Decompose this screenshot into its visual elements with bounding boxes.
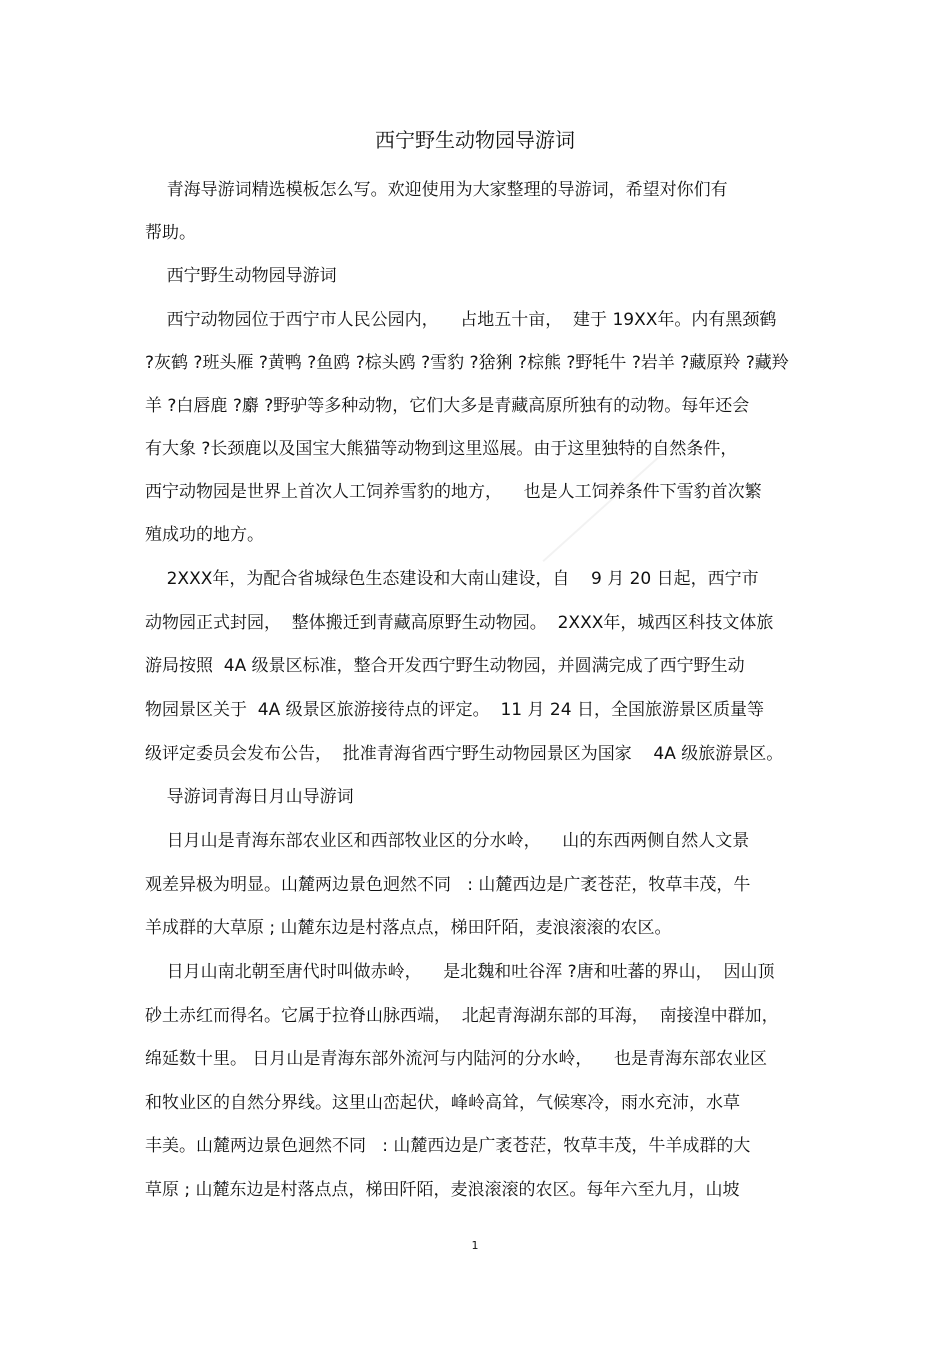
text-line: 2XXX年，为配合省城绿色生态建设和大南山建设，自 9 月 20 日起，西宁市 [145, 569, 759, 589]
text-line: 西宁动物园是世界上首次人工饲养雪豹的地方， 也是人工饲养条件下雪豹首次繁 [145, 482, 762, 502]
section-heading: 导游词青海日月山导游词 [145, 787, 354, 807]
text-line: 丰美。山麓两边景色迥然不同 : 山麓西边是广袤苍茫，牧草丰茂，牛羊成群的大 [145, 1136, 751, 1156]
text-line: 青海导游词精选模板怎么写。欢迎使用为大家整理的导游词，希望对你们有 [145, 180, 728, 200]
text-line: 物园景区关于 4A 级景区旅游接待点的评定。 11 月 24 日，全国旅游景区质量等 [145, 700, 764, 720]
text-line: 砂土赤红而得名。它属于拉脊山脉西端， 北起青海湖东部的耳海， 南接湟中群加， [145, 1006, 779, 1026]
text-line: 有大象 ?长颈鹿以及国宝大熊猫等动物到这里巡展。由于这里独特的自然条件， [145, 439, 738, 459]
text-line: 帮助。 [145, 223, 196, 243]
page-number: 1 [471, 1239, 479, 1252]
text-line: 观差异极为明显。山麓两边景色迥然不同 : 山麓西边是广袤苍茫，牧草丰茂，牛 [145, 875, 751, 895]
text-line: 动物园正式封园， 整体搬迁到青藏高原野生动物园。 2XXX年，城西区科技文体旅 [145, 613, 774, 633]
page-title: 西宁野生动物园导游词 [375, 128, 575, 152]
text-line: 殖成功的地方。 [145, 525, 264, 545]
text-line: 日月山南北朝至唐代时叫做赤岭， 是北魏和吐谷浑 ?唐和吐蕃的界山， 因山顶 [145, 962, 775, 982]
section-heading: 西宁野生动物园导游词 [145, 266, 337, 286]
text-line: 羊成群的大草原 ; 山麓东边是村落点点，梯田阡陌，麦浪滚滚的农区。 [145, 918, 672, 938]
text-line: 西宁动物园位于西宁市人民公园内， 占地五十亩， 建于 19XX年。内有黑颈鹤 [145, 310, 777, 330]
text-line: 草原 ; 山麓东边是村落点点，梯田阡陌，麦浪滚滚的农区。每年六至九月，山坡 [145, 1180, 740, 1200]
text-line: 绵延数十里。 日月山是青海东部外流河与内陆河的分水岭， 也是青海东部农业区 [145, 1049, 768, 1069]
text-line: 级评定委员会发布公告， 批准青海省西宁野生动物园景区为国家 4A 级旅游景区。 [145, 744, 784, 764]
text-line: 和牧业区的自然分界线。这里山峦起伏，峰岭高耸，气候寒冷，雨水充沛，水草 [145, 1093, 740, 1113]
text-line: 游局按照 4A 级景区标准，整合开发西宁野生动物园，并圆满完成了西宁野生动 [145, 656, 745, 676]
text-line: 日月山是青海东部农业区和西部牧业区的分水岭， 山的东西两侧自然人文景 [145, 831, 750, 851]
text-line: 羊 ?白唇鹿 ?麝 ?野驴等多种动物，它们大多是青藏高原所独有的动物。每年还会 [145, 396, 750, 416]
text-line: ?灰鹤 ?班头雁 ?黄鸭 ?鱼鸥 ?棕头鸥 ?雪豹 ?猞猁 ?棕熊 ?野牦牛 ?岩羊 ?藏原羚 ?藏羚 [145, 353, 789, 373]
